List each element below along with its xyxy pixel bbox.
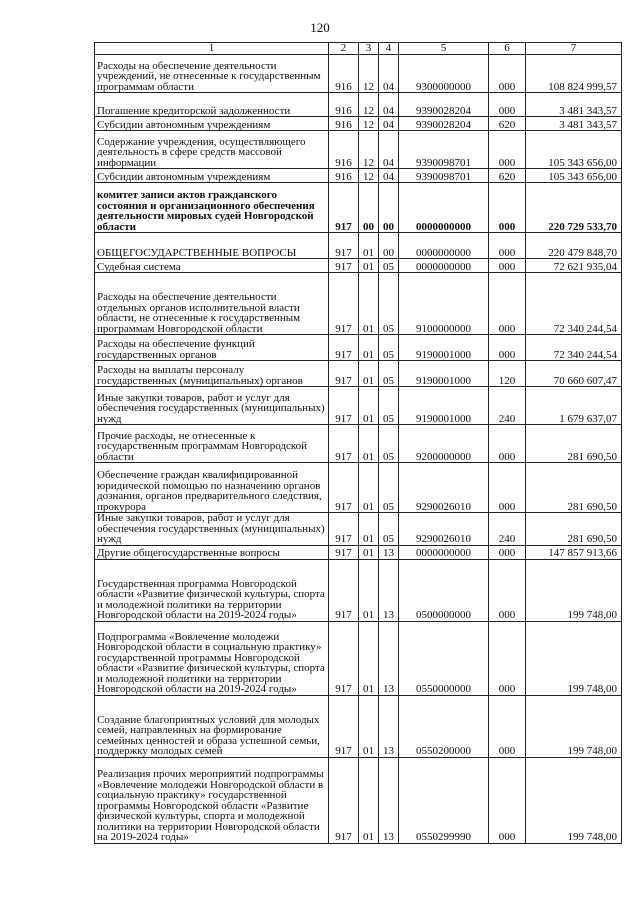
row-code-section: 01 xyxy=(359,259,379,273)
row-amount: 199 748,00 xyxy=(526,559,622,621)
row-code-section: 01 xyxy=(359,621,379,695)
header-col-6: 6 xyxy=(489,43,526,55)
row-code-type: 000 xyxy=(489,259,526,273)
row-code-target: 0550200000 xyxy=(399,695,489,757)
table-row xyxy=(95,621,622,695)
row-code-section: 01 xyxy=(359,513,379,546)
table-row xyxy=(95,55,622,93)
table-row xyxy=(95,513,622,546)
row-code-target: 0000000000 xyxy=(399,183,489,233)
header-col-1: 1 xyxy=(95,43,329,55)
row-code-section: 00 xyxy=(359,183,379,233)
row-code-target: 0500000000 xyxy=(399,559,489,621)
table-row xyxy=(95,559,622,621)
row-code-target: 0000000000 xyxy=(399,545,489,559)
row-code-type: 000 xyxy=(489,545,526,559)
row-name: Расходы на выплаты персоналу государственных (муниципальных) органов xyxy=(95,361,329,387)
row-name: Обеспечение граждан квалифицированной юридической помощью по назначению органов дознания, органов предварительного следствия, прокурора xyxy=(95,463,329,513)
row-code-target: 0550299990 xyxy=(399,757,489,843)
row-code-admin: 917 xyxy=(329,545,359,559)
row-code-admin: 917 xyxy=(329,757,359,843)
row-code-admin: 917 xyxy=(329,361,359,387)
table-row xyxy=(95,117,622,131)
row-code-subsection: 04 xyxy=(379,55,399,93)
row-code-admin: 916 xyxy=(329,117,359,131)
row-code-admin: 916 xyxy=(329,55,359,93)
row-code-target: 9390028204 xyxy=(399,117,489,131)
row-name: Расходы на обеспечение деятельности отдельных органов исполнительной власти области, не отнесенные к государственным программам Новгородской области xyxy=(95,273,329,335)
row-code-type: 240 xyxy=(489,387,526,425)
table-row xyxy=(95,335,622,361)
row-code-target: 0000000000 xyxy=(399,259,489,273)
row-code-type: 000 xyxy=(489,55,526,93)
row-name: Государственная программа Новгородской области «Развитие физической культуры, спорта и молодежной политики на территории Новгородской области на 2019-2024 годы» xyxy=(95,559,329,621)
row-code-section: 01 xyxy=(359,233,379,259)
row-code-target: 9290026010 xyxy=(399,463,489,513)
row-code-subsection: 05 xyxy=(379,463,399,513)
row-code-admin: 917 xyxy=(329,463,359,513)
row-code-subsection: 05 xyxy=(379,335,399,361)
row-name: Расходы на обеспечение деятельности учреждений, не отнесенные к государственным программам области xyxy=(95,55,329,93)
row-amount: 3 481 343,57 xyxy=(526,117,622,131)
row-amount: 105 343 656,00 xyxy=(526,169,622,183)
row-code-type: 000 xyxy=(489,695,526,757)
row-amount: 72 621 935,04 xyxy=(526,259,622,273)
row-amount: 72 340 244,54 xyxy=(526,273,622,335)
row-name: Содержание учреждения, осуществляющего деятельность в сфере средств массовой информации xyxy=(95,131,329,169)
budget-table xyxy=(94,42,622,844)
row-code-type: 120 xyxy=(489,361,526,387)
row-code-subsection: 05 xyxy=(379,273,399,335)
row-name: Судебная система xyxy=(95,259,329,273)
row-code-target: 9190001000 xyxy=(399,387,489,425)
row-code-subsection: 04 xyxy=(379,169,399,183)
page-number: 120 xyxy=(310,20,330,35)
row-name: Другие общегосударственные вопросы xyxy=(95,545,329,559)
row-code-target: 0550000000 xyxy=(399,621,489,695)
row-code-admin: 916 xyxy=(329,93,359,117)
row-name: Иные закупки товаров, работ и услуг для обеспечения государственных (муниципальных) нужд xyxy=(95,513,329,546)
row-code-subsection: 13 xyxy=(379,695,399,757)
header-col-5: 5 xyxy=(399,43,489,55)
row-name: Иные закупки товаров, работ и услуг для обеспечения государственных (муниципальных) нужд xyxy=(95,387,329,425)
row-code-target: 9390098701 xyxy=(399,169,489,183)
row-code-type: 000 xyxy=(489,273,526,335)
row-code-admin: 917 xyxy=(329,233,359,259)
row-name: Расходы на обеспечение функций государственных органов xyxy=(95,335,329,361)
table-row xyxy=(95,425,622,463)
row-code-subsection: 13 xyxy=(379,559,399,621)
table-row xyxy=(95,169,622,183)
row-name: Прочие расходы, не отнесенные к государственным программам Новгородской области xyxy=(95,425,329,463)
row-name: Субсидии автономным учреждениям xyxy=(95,169,329,183)
row-code-section: 12 xyxy=(359,169,379,183)
row-code-admin: 917 xyxy=(329,259,359,273)
row-code-target: 0000000000 xyxy=(399,233,489,259)
row-code-type: 000 xyxy=(489,425,526,463)
row-code-section: 01 xyxy=(359,425,379,463)
row-code-target: 9300000000 xyxy=(399,55,489,93)
row-code-type: 000 xyxy=(489,183,526,233)
row-code-subsection: 13 xyxy=(379,757,399,843)
row-amount: 199 748,00 xyxy=(526,695,622,757)
row-amount: 281 690,50 xyxy=(526,513,622,546)
header-col-3: 3 xyxy=(359,43,379,55)
row-code-section: 01 xyxy=(359,463,379,513)
row-code-section: 01 xyxy=(359,757,379,843)
row-code-subsection: 05 xyxy=(379,259,399,273)
table-row xyxy=(95,463,622,513)
row-amount: 108 824 999,57 xyxy=(526,55,622,93)
row-code-section: 01 xyxy=(359,335,379,361)
row-code-subsection: 04 xyxy=(379,131,399,169)
row-code-target: 9190001000 xyxy=(399,361,489,387)
row-code-section: 12 xyxy=(359,117,379,131)
row-code-admin: 917 xyxy=(329,695,359,757)
row-code-type: 000 xyxy=(489,757,526,843)
row-code-admin: 917 xyxy=(329,513,359,546)
row-amount: 105 343 656,00 xyxy=(526,131,622,169)
row-code-section: 01 xyxy=(359,695,379,757)
header-col-4: 4 xyxy=(379,43,399,55)
row-amount: 3 481 343,57 xyxy=(526,93,622,117)
row-code-subsection: 13 xyxy=(379,545,399,559)
row-amount: 1 679 637,07 xyxy=(526,387,622,425)
row-code-subsection: 00 xyxy=(379,183,399,233)
row-code-admin: 917 xyxy=(329,425,359,463)
row-amount: 281 690,50 xyxy=(526,425,622,463)
row-code-type: 000 xyxy=(489,131,526,169)
row-code-subsection: 05 xyxy=(379,361,399,387)
table-row xyxy=(95,183,622,233)
row-code-subsection: 05 xyxy=(379,513,399,546)
row-code-subsection: 04 xyxy=(379,117,399,131)
row-code-admin: 917 xyxy=(329,621,359,695)
table-row xyxy=(95,361,622,387)
row-amount: 220 729 533,70 xyxy=(526,183,622,233)
row-name: ОБЩЕГОСУДАРСТВЕННЫЕ ВОПРОСЫ xyxy=(95,233,329,259)
row-code-type: 000 xyxy=(489,559,526,621)
row-code-target: 9100000000 xyxy=(399,273,489,335)
row-name: Субсидии автономным учреждениям xyxy=(95,117,329,131)
header-col-7: 7 xyxy=(526,43,622,55)
table-row xyxy=(95,757,622,843)
row-code-section: 01 xyxy=(359,559,379,621)
row-code-target: 9290026010 xyxy=(399,513,489,546)
row-amount: 220 479 848,70 xyxy=(526,233,622,259)
row-code-target: 9190001000 xyxy=(399,335,489,361)
row-name: Подпрограмма «Вовлечение молодежи Новгородской области в социальную практику» государственной программы Новгородской области «Развитие физической культуры, спорта и молодежной политики на территории Новгородской области на 2019-2024 годы» xyxy=(95,621,329,695)
row-amount: 70 660 607,47 xyxy=(526,361,622,387)
row-code-type: 000 xyxy=(489,233,526,259)
row-code-admin: 917 xyxy=(329,335,359,361)
row-name: Создание благоприятных условий для молодых семей, направленных на формирование семейных ценностей и образа успешной семьи, поддержку молодых семей xyxy=(95,695,329,757)
table-row xyxy=(95,93,622,117)
table-row xyxy=(95,131,622,169)
table-row xyxy=(95,233,622,259)
table-row xyxy=(95,695,622,757)
row-name: Реализация прочих мероприятий подпрограммы «Вовлечение молодежи Новгородской области в социальную практику» государственной программы Новгородской области «Развитие физической культуры, спорта и молодежной политики на территории Новгородской области на 2019-2024 годы» xyxy=(95,757,329,843)
table-row xyxy=(95,259,622,273)
row-amount: 281 690,50 xyxy=(526,463,622,513)
row-code-subsection: 05 xyxy=(379,425,399,463)
row-code-type: 240 xyxy=(489,513,526,546)
row-code-target: 9200000000 xyxy=(399,425,489,463)
row-code-subsection: 05 xyxy=(379,387,399,425)
row-code-type: 000 xyxy=(489,93,526,117)
row-code-subsection: 04 xyxy=(379,93,399,117)
row-code-admin: 917 xyxy=(329,387,359,425)
row-code-admin: 917 xyxy=(329,183,359,233)
row-code-type: 620 xyxy=(489,169,526,183)
row-code-section: 01 xyxy=(359,273,379,335)
row-code-subsection: 00 xyxy=(379,233,399,259)
row-code-type: 000 xyxy=(489,463,526,513)
table-row xyxy=(95,545,622,559)
row-code-section: 12 xyxy=(359,93,379,117)
row-code-admin: 917 xyxy=(329,273,359,335)
header-row xyxy=(95,43,622,55)
row-code-type: 000 xyxy=(489,335,526,361)
table-row xyxy=(95,273,622,335)
row-code-section: 12 xyxy=(359,55,379,93)
row-code-section: 01 xyxy=(359,545,379,559)
table-row xyxy=(95,387,622,425)
row-name: комитет записи актов гражданского состояния и организационного обеспечения деятельности мировых судей Новгородской области xyxy=(95,183,329,233)
row-code-target: 9390028204 xyxy=(399,93,489,117)
row-code-subsection: 13 xyxy=(379,621,399,695)
row-name: Погашение кредиторской задолженности xyxy=(95,93,329,117)
row-code-admin: 917 xyxy=(329,559,359,621)
row-amount: 72 340 244,54 xyxy=(526,335,622,361)
header-col-2: 2 xyxy=(329,43,359,55)
row-amount: 199 748,00 xyxy=(526,757,622,843)
row-amount: 199 748,00 xyxy=(526,621,622,695)
row-code-section: 01 xyxy=(359,361,379,387)
row-code-section: 01 xyxy=(359,387,379,425)
row-code-admin: 916 xyxy=(329,131,359,169)
row-code-type: 000 xyxy=(489,621,526,695)
row-amount: 147 857 913,66 xyxy=(526,545,622,559)
row-code-admin: 916 xyxy=(329,169,359,183)
row-code-section: 12 xyxy=(359,131,379,169)
row-code-type: 620 xyxy=(489,117,526,131)
row-code-target: 9390098701 xyxy=(399,131,489,169)
